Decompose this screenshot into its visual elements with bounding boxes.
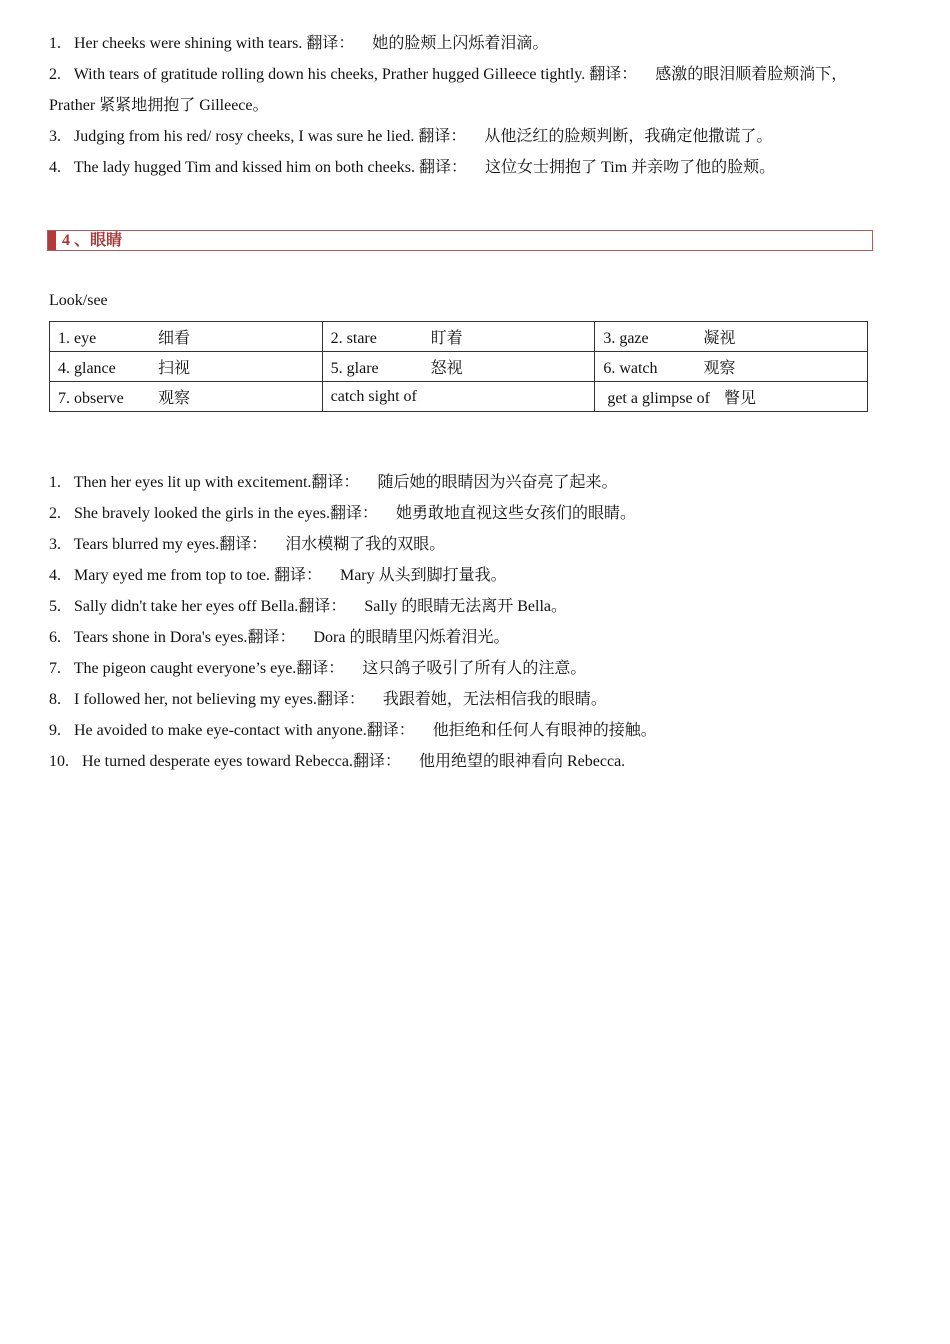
english-sentence: I followed her, not believing my eyes. [74, 691, 317, 708]
vocab-meaning: 观察 [158, 390, 191, 407]
english-sentence: He turned desperate eyes toward Rebecca. [82, 753, 353, 770]
list-item [49, 28, 879, 59]
list-item [49, 746, 889, 777]
item-number: 8. [49, 691, 61, 708]
list-item [49, 560, 889, 591]
chinese-translation: 感激的眼泪顺着脸颊淌下， [655, 66, 848, 83]
table-row [50, 382, 868, 412]
chinese-translation: Dora 的眼睛里闪烁着泪光。 [313, 629, 510, 646]
english-sentence: She bravely looked the girls in the eyes. [74, 505, 330, 522]
vocab-word: 2. stare [330, 330, 377, 347]
vocab-word: 7. observe [58, 390, 124, 407]
list-item [49, 684, 889, 715]
vocab-word: 1. eye [58, 330, 97, 347]
item-number: 4. [49, 159, 61, 176]
translation-label: 翻译： [273, 567, 322, 584]
item-number: 2. [49, 505, 61, 522]
item-number: 3. [49, 536, 61, 553]
item-number: 1. [49, 474, 61, 491]
translation-label: 翻译： [311, 474, 360, 491]
translation-label: 翻译： [329, 505, 378, 522]
vocab-word: get a glimpse of [607, 390, 710, 407]
chinese-translation: Sally 的眼睛无法离开 Bella。 [364, 598, 567, 615]
list-item [49, 59, 879, 90]
chinese-translation: 他用绝望的眼神看向 Rebecca. [419, 753, 626, 770]
english-sentence: Judging from his red/ rosy cheeks, I was sure he lied. [74, 128, 415, 145]
item-number: 2. [49, 66, 61, 83]
section-title: 4 、眼睛 [62, 232, 123, 249]
chinese-translation: 他拒绝和任何人有眼神的接触。 [432, 722, 657, 739]
translation-label: 翻译： [316, 691, 365, 708]
chinese-translation: 泪水模糊了我的双眼。 [285, 536, 446, 553]
vocab-meaning: 观察 [703, 360, 736, 377]
translation-label: 翻译： [366, 722, 415, 739]
english-sentence: Tears blurred my eyes. [73, 536, 220, 553]
translation-label: 翻译： [298, 598, 347, 615]
item-number: 9. [49, 722, 61, 739]
section-heading-accent-bar [48, 231, 56, 250]
item-number: 6. [49, 629, 61, 646]
chinese-translation: 随后她的眼睛因为兴奋亮了起来。 [377, 474, 618, 491]
chinese-translation: 从他泛红的脸颊判断，我确定他撒谎了。 [484, 128, 773, 145]
chinese-translation: 这只鸽子吸引了所有人的注意。 [362, 660, 587, 677]
translation-label: 翻译： [589, 66, 638, 83]
table-cell [595, 352, 868, 382]
vocabulary-table [49, 321, 868, 412]
list-item [49, 152, 879, 183]
list-item [49, 715, 889, 746]
vocab-meaning: 瞥见 [723, 390, 756, 407]
english-sentence: With tears of gratitude rolling down his cheeks, Prather hugged Gilleece tightly. [73, 66, 586, 83]
translation-label: 翻译： [247, 629, 296, 646]
vocab-meaning: 细看 [158, 330, 191, 347]
table-cell [322, 382, 595, 412]
translation-label: 翻译： [418, 128, 467, 145]
table-cell [595, 322, 868, 352]
list-item [49, 653, 889, 684]
translation-label: 翻译： [306, 35, 355, 52]
english-sentence: Then her eyes lit up with excitement. [73, 474, 312, 491]
table-cell [322, 322, 595, 352]
subheading: Look/see [49, 292, 108, 309]
vocab-meaning: 凝视 [703, 330, 736, 347]
english-sentence: Mary eyed me from top to toe. [74, 567, 270, 584]
table-cell [595, 382, 868, 412]
chinese-translation: 她的脸颊上闪烁着泪滴。 [372, 35, 549, 52]
table-row [50, 352, 868, 382]
table-cell [50, 322, 323, 352]
table-cell [322, 352, 595, 382]
english-sentence: The pigeon caught everyone’s eye. [73, 660, 297, 677]
vocab-word: 5. glare [330, 360, 379, 377]
english-sentence: Tears shone in Dora's eyes. [73, 629, 248, 646]
chinese-translation: 我跟着她，无法相信我的眼睛。 [382, 691, 607, 708]
cheek-sentence-list [49, 28, 879, 183]
table-cell [50, 352, 323, 382]
english-sentence: Prather 紧紧地拥抱了 Gilleece。 [49, 97, 269, 114]
english-sentence: Sally didn't take her eyes off Bella. [74, 598, 299, 615]
item-number: 4. [49, 567, 61, 584]
eye-sentence-list [49, 467, 889, 777]
vocab-meaning: 怒视 [430, 360, 463, 377]
chinese-translation: 她勇敢地直视这些女孩们的眼睛。 [395, 505, 636, 522]
item-number: 10. [49, 753, 69, 770]
item-number: 3. [49, 128, 61, 145]
translation-label: 翻译： [219, 536, 268, 553]
english-sentence: He avoided to make eye-contact with anyone. [74, 722, 367, 739]
vocab-word: 6. watch [603, 360, 658, 377]
list-item [49, 467, 889, 498]
chinese-translation: Mary 从头到脚打量我。 [339, 567, 507, 584]
item-number: 1. [49, 35, 61, 52]
list-item [49, 498, 889, 529]
section-heading [47, 230, 873, 251]
table-row [50, 322, 868, 352]
vocab-word: catch sight of [330, 387, 417, 405]
item-number: 5. [49, 598, 61, 615]
list-item [49, 121, 879, 152]
vocab-meaning: 盯着 [430, 330, 463, 347]
translation-label: 翻译： [352, 753, 401, 770]
vocab-word: 3. gaze [603, 330, 649, 347]
translation-label: 翻译： [296, 660, 345, 677]
english-sentence: The lady hugged Tim and kissed him on both cheeks. [73, 159, 416, 176]
english-sentence: Her cheeks were shining with tears. [74, 35, 303, 52]
chinese-translation: 这位女士拥抱了 Tim 并亲吻了他的脸颊。 [485, 159, 776, 176]
item-number: 7. [49, 660, 61, 677]
vocab-meaning: 扫视 [158, 360, 191, 377]
table-cell [50, 382, 323, 412]
vocab-word: 4. glance [58, 360, 116, 377]
list-item [49, 591, 889, 622]
list-item [49, 622, 889, 653]
translation-label: 翻译： [419, 159, 468, 176]
list-item [49, 529, 889, 560]
list-item-continuation [49, 90, 879, 121]
